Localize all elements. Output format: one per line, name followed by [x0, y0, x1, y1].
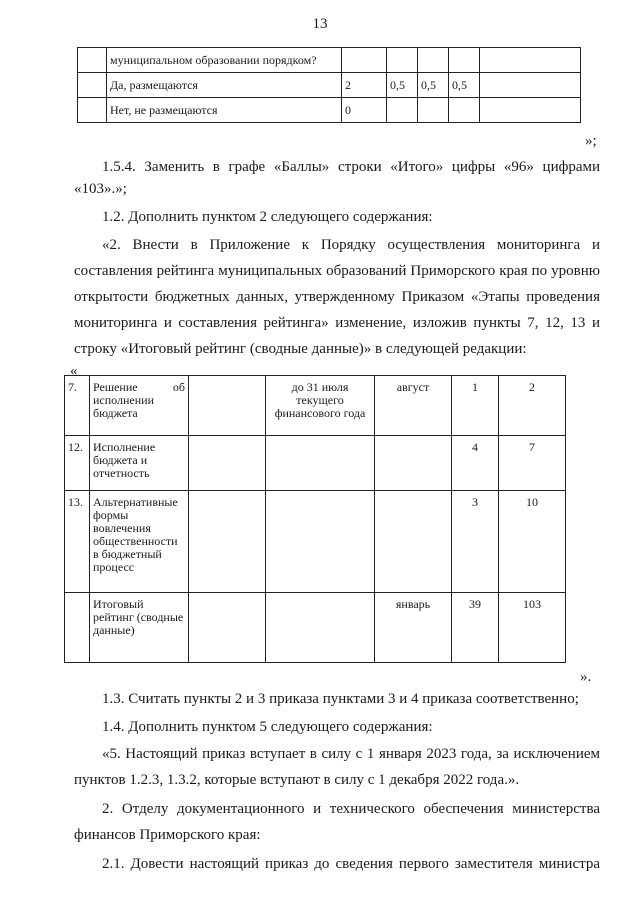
table-cell-name: Альтернативные формы вовлечения общественности в бюджетный процесс [90, 491, 189, 593]
table-cell-month: август [375, 376, 452, 436]
table-cell [189, 376, 266, 436]
table-cell [78, 98, 107, 123]
table-cell-value: 3 [452, 491, 499, 593]
table-cell-value: 39 [452, 593, 499, 663]
table-cell-name: Решение об исполнении бюджета [90, 376, 189, 436]
table-cell [449, 48, 480, 73]
table-cell: 0,5 [418, 73, 449, 98]
table-cell-value: 103 [499, 593, 566, 663]
table-cell-value: 4 [452, 436, 499, 491]
paragraph-5-line2: пунктов 1.2.3, 1.3.2, которые вступают в силу с 1 декабря 2022 года.». [74, 772, 520, 788]
paragraph-1-4: 1.4. Дополнить пунктом 5 следующего содержания: [102, 719, 433, 735]
table-cell [342, 48, 387, 73]
table-cell [189, 491, 266, 593]
table-cell: 0 [342, 98, 387, 123]
table-cell [480, 98, 581, 123]
opening-quote: « [70, 363, 78, 379]
table-row [65, 491, 566, 593]
table-cell: 2 [342, 73, 387, 98]
closing-quote: »; [585, 133, 597, 149]
paragraph-1-5-4-line1: 1.5.4. Заменить в графе «Баллы» строки «Итого» цифры «96» цифрами [102, 159, 600, 175]
table-cell: 0,5 [449, 73, 480, 98]
paragraph-1-3: 1.3. Считать пункты 2 и 3 приказа пунктами 3 и 4 приказа соответственно; [102, 691, 579, 707]
table-row [65, 593, 566, 663]
table-cell [480, 48, 581, 73]
table-cell-deadline: до 31 июля текущего финансового года [266, 376, 375, 436]
paragraph-1-2: 1.2. Дополнить пунктом 2 следующего содержания: [102, 209, 433, 225]
table-row [65, 436, 566, 491]
table-cell-label: муниципальном образовании порядком? [107, 48, 342, 73]
table-cell [78, 73, 107, 98]
table-cell-value: 2 [499, 376, 566, 436]
paragraph-2-line2: составления рейтинга муниципальных образований Приморского края по уровню [74, 263, 600, 279]
criteria-table-fragment [77, 47, 581, 123]
closing-quote: ». [580, 669, 592, 685]
rating-stages-table [64, 375, 566, 663]
table-cell-name: Итоговый рейтинг (сводные данные) [90, 593, 189, 663]
table-row [78, 48, 581, 73]
table-cell-num: 13. [65, 491, 90, 593]
table-cell-value: 10 [499, 491, 566, 593]
paragraph-2b-line2: финансов Приморского края: [74, 827, 261, 843]
table-cell-month: январь [375, 593, 452, 663]
table-cell [418, 48, 449, 73]
table-row [78, 98, 581, 123]
table-cell-deadline [266, 436, 375, 491]
table-cell [387, 98, 418, 123]
paragraph-1-5-4-line2: «103».»; [74, 181, 127, 197]
table-cell-value: 7 [499, 436, 566, 491]
table-cell [189, 593, 266, 663]
paragraph-2-1: 2.1. Довести настоящий приказ до сведения первого заместителя министра [102, 856, 600, 872]
paragraph-2b-line1: 2. Отделу документационного и технического обеспечения министерства [102, 801, 600, 817]
table-cell [189, 436, 266, 491]
table-row [65, 376, 566, 436]
table-cell-month [375, 491, 452, 593]
table-cell-label: Нет, не размещаются [107, 98, 342, 123]
table-cell [418, 98, 449, 123]
paragraph-2-line3: открытости бюджетных данных, утвержденному Приказом «Этапы проведения [74, 289, 600, 305]
table-cell [387, 48, 418, 73]
table-cell [449, 98, 480, 123]
table-cell-label: Да, размещаются [107, 73, 342, 98]
paragraph-2-line4: мониторинга и составления рейтинга» изменение, изложив пункты 7, 12, 13 и [74, 315, 600, 331]
table-cell-value: 1 [452, 376, 499, 436]
table-row [78, 73, 581, 98]
table-cell [78, 48, 107, 73]
paragraph-2-line5: строку «Итоговый рейтинг (сводные данные)» в следующей редакции: [74, 341, 527, 357]
table-cell [480, 73, 581, 98]
paragraph-5-line1: «5. Настоящий приказ вступает в силу с 1 января 2023 года, за исключением [102, 746, 600, 762]
page-number: 13 [312, 16, 328, 32]
table-cell-deadline [266, 491, 375, 593]
table-cell-deadline [266, 593, 375, 663]
table-cell-num [65, 593, 90, 663]
table-cell-month [375, 436, 452, 491]
table-cell-num: 7. [65, 376, 90, 436]
table-cell-num: 12. [65, 436, 90, 491]
table-cell-name: Исполнение бюджета и отчетность [90, 436, 189, 491]
paragraph-2-line1: «2. Внести в Приложение к Порядку осуществления мониторинга и [102, 237, 600, 253]
table-cell: 0,5 [387, 73, 418, 98]
